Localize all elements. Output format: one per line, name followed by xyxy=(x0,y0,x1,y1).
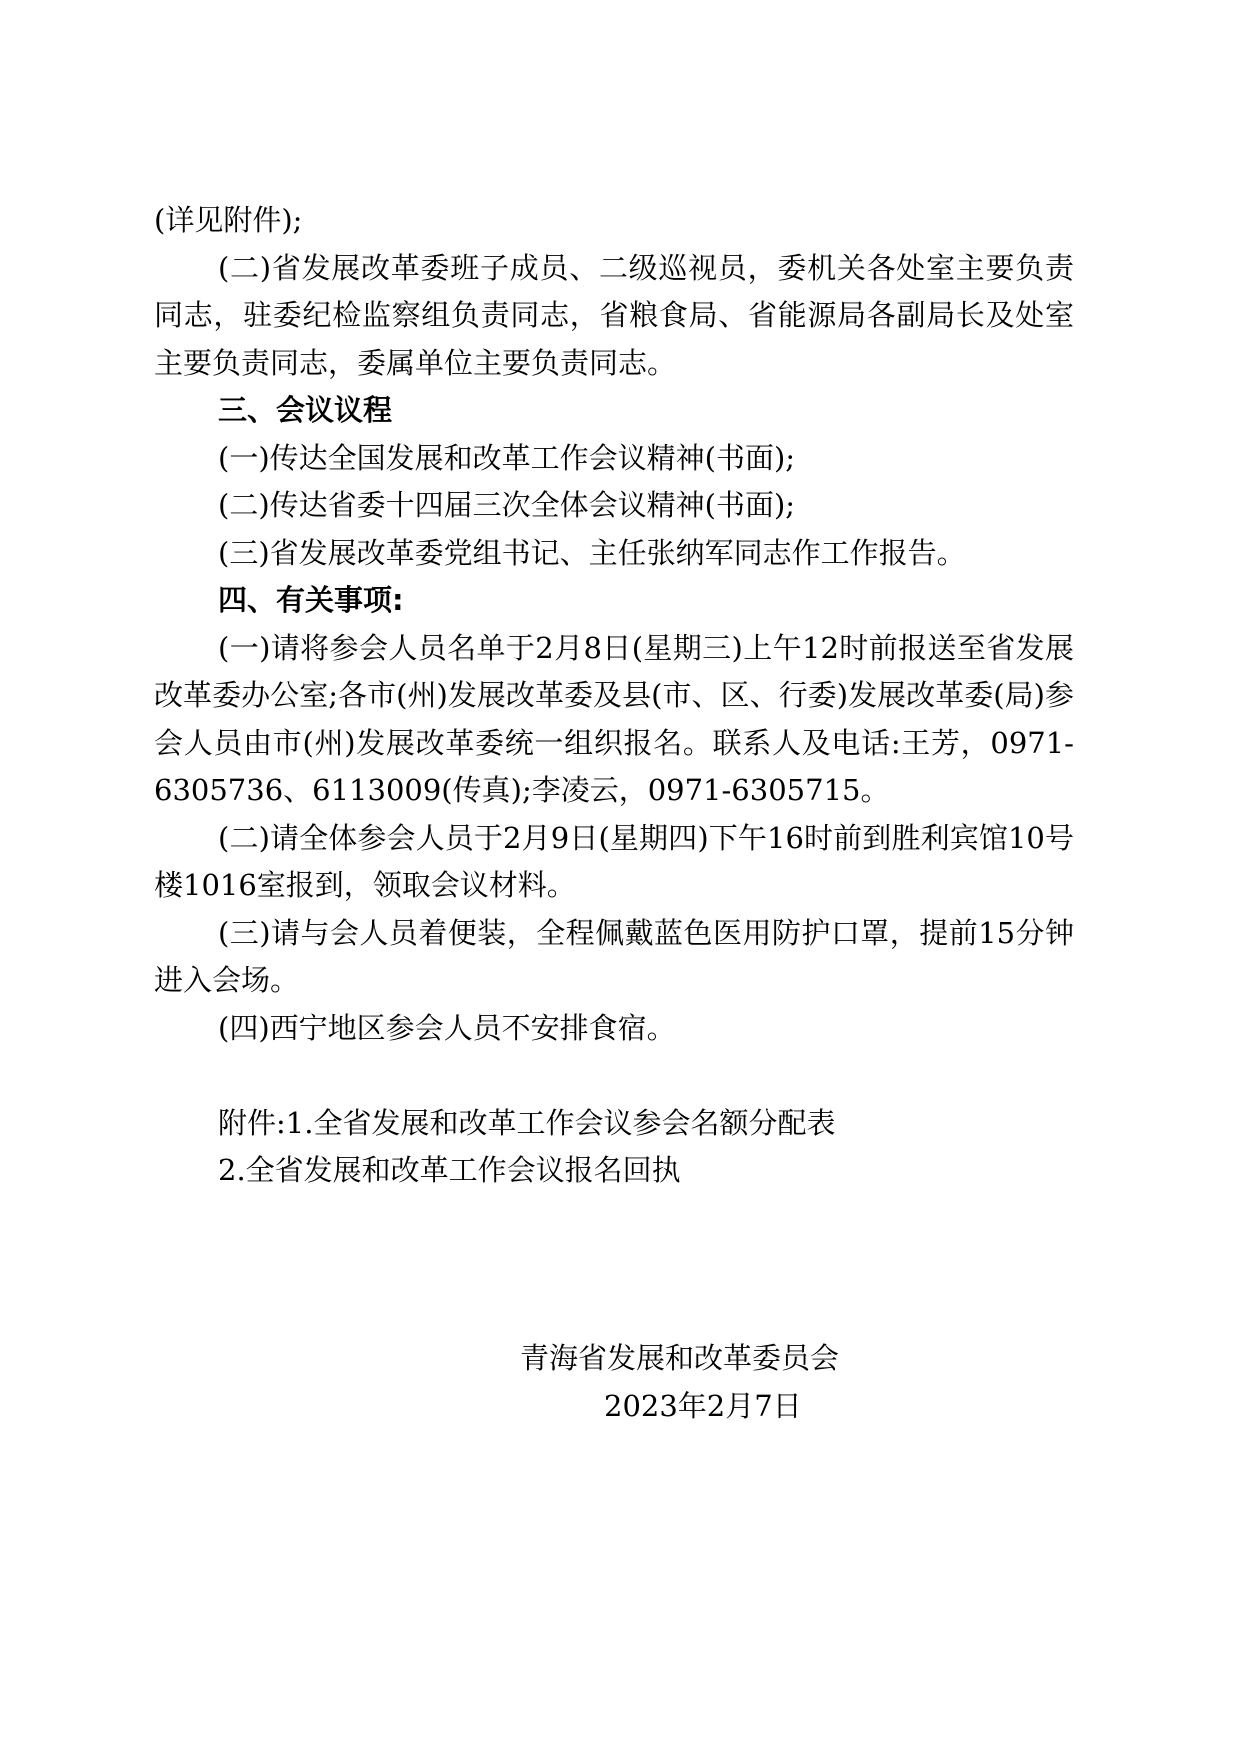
matter-item-2: (二)请全体参会人员于2月9日(星期四)下午16时前到胜利宾馆10号楼1016室报到，领取会议材料。 xyxy=(154,820,1074,902)
heading-related-matters: 四、有关事项: xyxy=(218,583,404,617)
matter-item-4: (四)西宁地区参会人员不安排食宿。 xyxy=(218,1010,676,1045)
signature-date: 2023年2月7日 xyxy=(604,1388,802,1423)
matter-item-3: (三)请与会人员着便装，全程佩戴蓝色医用防护口罩，提前15分钟进入会场。 xyxy=(154,915,1074,997)
signature-block xyxy=(520,1335,980,1430)
agenda-item-3: (三)省发展改革委党组书记、主任张纳军同志作工作报告。 xyxy=(218,535,966,570)
attachment-line-1: 附件:1.全省发展和改革工作会议参会名额分配表 xyxy=(218,1105,836,1140)
document-body xyxy=(154,197,1074,1195)
matter-item-1: (一)请将参会人员名单于2月8日(星期三)上午12时前报送至省发展改革委办公室;各市(州)发展改革委及县(市、区、行委)发展改革委(局)参会人员由市(州)发展改革委统一组织报名。联系人及电话:王芳，0971-6305736、6113009(传真);李凌云，0971-6305715。 xyxy=(154,630,1074,807)
agenda-item-1: (一)传达全国发展和改革工作会议精神(书面); xyxy=(218,440,796,475)
signature-organization: 青海省发展和改革委员会 xyxy=(520,1341,840,1375)
attachment-line-2: 2.全省发展和改革工作会议报名回执 xyxy=(218,1153,681,1187)
paragraph-attendees-second: (二)省发展改革委班子成员、二级巡视员，委机关各处室主要负责同志，驻委纪检监察组负责同志，省粮食局、省能源局各副局长及处室主要负责同志，委属单位主要负责同志。 xyxy=(154,250,1074,380)
paragraph-see-attachment: (详见附件); xyxy=(154,203,303,237)
agenda-item-2: (二)传达省委十四届三次全体会议精神(书面); xyxy=(218,488,796,522)
blank-line xyxy=(154,1052,1074,1100)
heading-agenda: 三、会议议程 xyxy=(218,393,393,427)
